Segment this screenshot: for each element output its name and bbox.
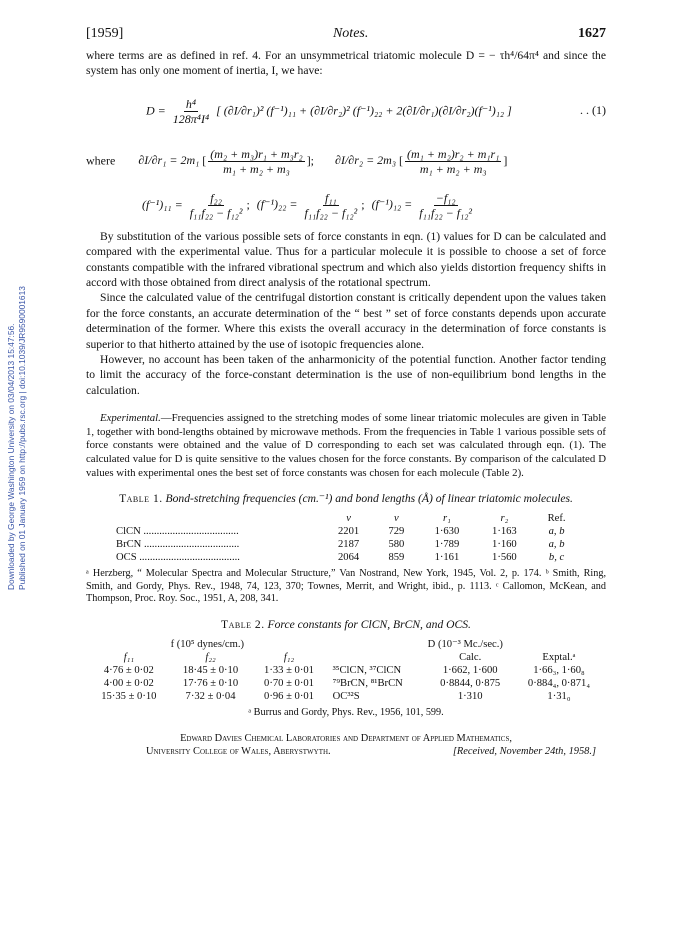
- eq2a-lhs: ∂I/∂r₁ = 2m₁: [138, 153, 200, 168]
- eq1-prefactor: $\frac{\text{h⁴}}{\text{128π⁴I⁴}}$: [172, 96, 210, 126]
- paragraph-substitution: By substitution of the various possible sets of force constants in eqn. (1) values for D can be calculated and compared with the experimental value. Thus for a particular molecule it is possible to choose a set of force constants compatible with the infrared vibrational spectrum and which also yields distortion frequency shifts in accord with those obtained from direct analysis of the rotational spectrum.: [86, 229, 606, 290]
- where-label: where: [86, 153, 116, 168]
- affiliation: [86, 732, 606, 758]
- table2-group-row: f (10⁵ dynes/cm.) D (10⁻³ Mc./sec.): [170, 639, 503, 651]
- page-number: 1627: [578, 26, 606, 41]
- eq2b-lhs: ∂I/∂r₂ = 2m₃: [335, 153, 396, 168]
- equation-1: [86, 89, 606, 137]
- eq2b-fraction: $\frac{\text{(m₁ + m₂)r₂ + m₁r₁}}{\text{m₁ + m₂ + m₃}}$: [407, 146, 500, 176]
- table-row: ClCN .................................... 2201 729 1·630 1·163 a, b: [116, 526, 565, 538]
- experimental-heading: Experimental.: [100, 412, 161, 425]
- eq1-body: [ (∂I/∂r₁)² (f⁻¹)₁₁ + (∂I/∂r₂)² (f⁻¹)₂₂ + 2(∂I/∂r₁)(∂I/∂r₂)(f⁻¹)₁₂ ]: [216, 103, 512, 118]
- table2-title: Force constants for ClCN, BrCN, and OCS.: [267, 618, 471, 632]
- table-row: OCS ...................................... 2064 859 1·161 1·560 b, c: [116, 552, 565, 564]
- eq3a-lhs: (f⁻¹)₁₁ =: [142, 197, 183, 212]
- table1-header-row: ν ν r₁ r₂ Ref.: [346, 513, 566, 525]
- table2-header-row: f₁₁ f₂₂ f₁₂ Calc. Exptal.ᵃ: [123, 652, 576, 664]
- download-note: Downloaded by George Washington University on 03/04/2013 15:47:56.: [6, 323, 16, 590]
- header-section: Notes.: [332, 26, 369, 41]
- experimental-paragraph: [86, 412, 606, 480]
- table-row: 15·35 ± 0·10 7·32 ± 0·04 0·96 ± 0·01 OC³²S 1·310 1·31₀: [101, 691, 571, 703]
- table1-footnote: ᵃ Herzberg, “ Molecular Spectra and Molecular Structure,” Van Nostrand, New York, 1945, Vol. 2, p. 174. ᵇ Smith, Ring, Smith, and Gordy, Phys. Rev., 1948, 74, 123, 370; Townes, Merrit, and Wright, ibid., p. 1113. ᶜ Callomon, McKean, and Thompson, Proc. Roy. Soc., 1951, A, 208, 341.: [86, 568, 606, 605]
- table2: [88, 638, 604, 703]
- table2-footnote: ᵃ Burrus and Gordy, Phys. Rev., 1956, 101, 599.: [248, 707, 444, 719]
- eq1-lhs: D =: [146, 103, 166, 118]
- table2-label: Table 2.: [221, 618, 265, 632]
- header-year: [1959]: [86, 26, 124, 41]
- affiliation-line1: Edward Davies Chemical Laboratories and Department of Applied Mathematics,: [180, 732, 512, 744]
- eq3b-lhs: (f⁻¹)₂₂ =: [256, 197, 298, 212]
- table1-label: Table 1.: [119, 492, 163, 506]
- table1: [110, 512, 580, 564]
- experimental-text: —Frequencies assigned to the stretching modes of some linear triatomic molecules are given in Table 1, together with bond-lengths obtained by microwave methods. From the frequencies in Table 1 various possible sets of force constants were obtained and the value of D corresponding to each set was calculated through eqn. (1). The calculated value for D is quite sensitive to the values chosen for the force constants. By comparison of the calculated D values with experimental ones the best set of force constants was chosen for each molecule (Table 2).: [86, 412, 606, 479]
- received-date: [Received, November 24th, 1958.]: [452, 745, 596, 757]
- experimental-section: [86, 412, 606, 480]
- download-sidebar: [0, 0, 34, 936]
- eq3b-fraction: $\frac{\text{f₁₁}}{\text{f₁₁f₂₂ − f₁₂²}}$: [304, 190, 358, 220]
- eq1-number: . . (1): [580, 102, 606, 117]
- eq3a-fraction: $\frac{\text{f₂₂}}{\text{f₁₁f₂₂ − f₁₂²}}$: [189, 190, 243, 220]
- page-content: [86, 26, 606, 758]
- table-row: BrCN .................................... 2187 580 1·789 1·160 a, b: [116, 539, 565, 551]
- eq3c-lhs: (f⁻¹)₁₂ =: [371, 197, 413, 212]
- table1-caption: [86, 492, 606, 506]
- table1-title: Bond-stretching frequencies (cm.⁻¹) and bond lengths (Å) of linear triatomic molecules.: [165, 492, 573, 506]
- table2-caption: [86, 618, 606, 632]
- paragraph-anharmonicity: However, no account has been taken of the anharmonicity of the potential function. Another factor tending to limit the accuracy of the force-constant determination is the use of non-equilibrium bond lengths in the calculation.: [86, 353, 606, 397]
- equation-derivatives: where ∂I/∂r₁ = 2m₁ [ $\frac{\text{(m₂ + m₃)r₁ + m₃r₂}}{\text{m₁ + m₂ + m₃}}$ ]; ∂I/∂r₂ = 2m₃ [ $\frac{\text{(m₁ + m₂)r₂ + m₁r₁}}{\text{m₁ + m₂ + m₃}}$ ]: [86, 146, 508, 176]
- intro-paragraph: where terms are as defined in ref. 4. For an unsymmetrical triatomic molecule D = − τh⁴/64π⁴ and since the system has only one moment of inertia, I, we have:: [86, 49, 606, 78]
- running-header: [86, 26, 606, 42]
- equation-inverse-constants: (f⁻¹)₁₁ = $\frac{\text{f₂₂}}{\text{f₁₁f₂₂ − f₁₂²}}$ ; (f⁻¹)₂₂ = $\frac{\text{f₁₁}}{\text{f₁₁f₂₂ − f₁₂²}}$ ; (f⁻¹)₁₂ = $\frac{\text{−f₁₂}}{\text{f₁₁f₂₂ − f₁₂²}}$: [142, 190, 472, 220]
- eq3c-fraction: $\frac{\text{−f₁₂}}{\text{f₁₁f₂₂ − f₁₂²}}$: [419, 190, 472, 220]
- affiliation-line2: University College of Wales, Aberystwyth.: [146, 745, 331, 757]
- paragraph-distortion: Since the calculated value of the centrifugal distortion constant is critically dependent upon the values taken for the force constants, an accurate determination of the “ best ” set of force constants depends upon accurate determination of the former. Where this exists the overall accuracy in the determination of force constants is superior to that hitherto attained by the use of isotopic frequencies alone.: [86, 291, 606, 351]
- doi-link[interactable]: Published on 01 January 1959 on http://pubs.rsc.org | doi:10.1039/JR9590001613: [17, 286, 27, 590]
- eq2a-fraction: $\frac{\text{(m₂ + m₃)r₁ + m₃r₂}}{\text{m₁ + m₂ + m₃}}$: [210, 146, 303, 176]
- table-row: 4·00 ± 0·02 17·76 ± 0·10 0·70 ± 0·01 ⁷⁹BrCN, ⁸¹BrCN 0·8844, 0·875 0·884₄, 0·871₄: [103, 678, 591, 690]
- table-row: 4·76 ± 0·02 18·45 ± 0·10 1·33 ± 0·01 ³⁵ClCN, ³⁷ClCN 1·662, 1·600 1·66₃, 1·60₈: [103, 665, 585, 677]
